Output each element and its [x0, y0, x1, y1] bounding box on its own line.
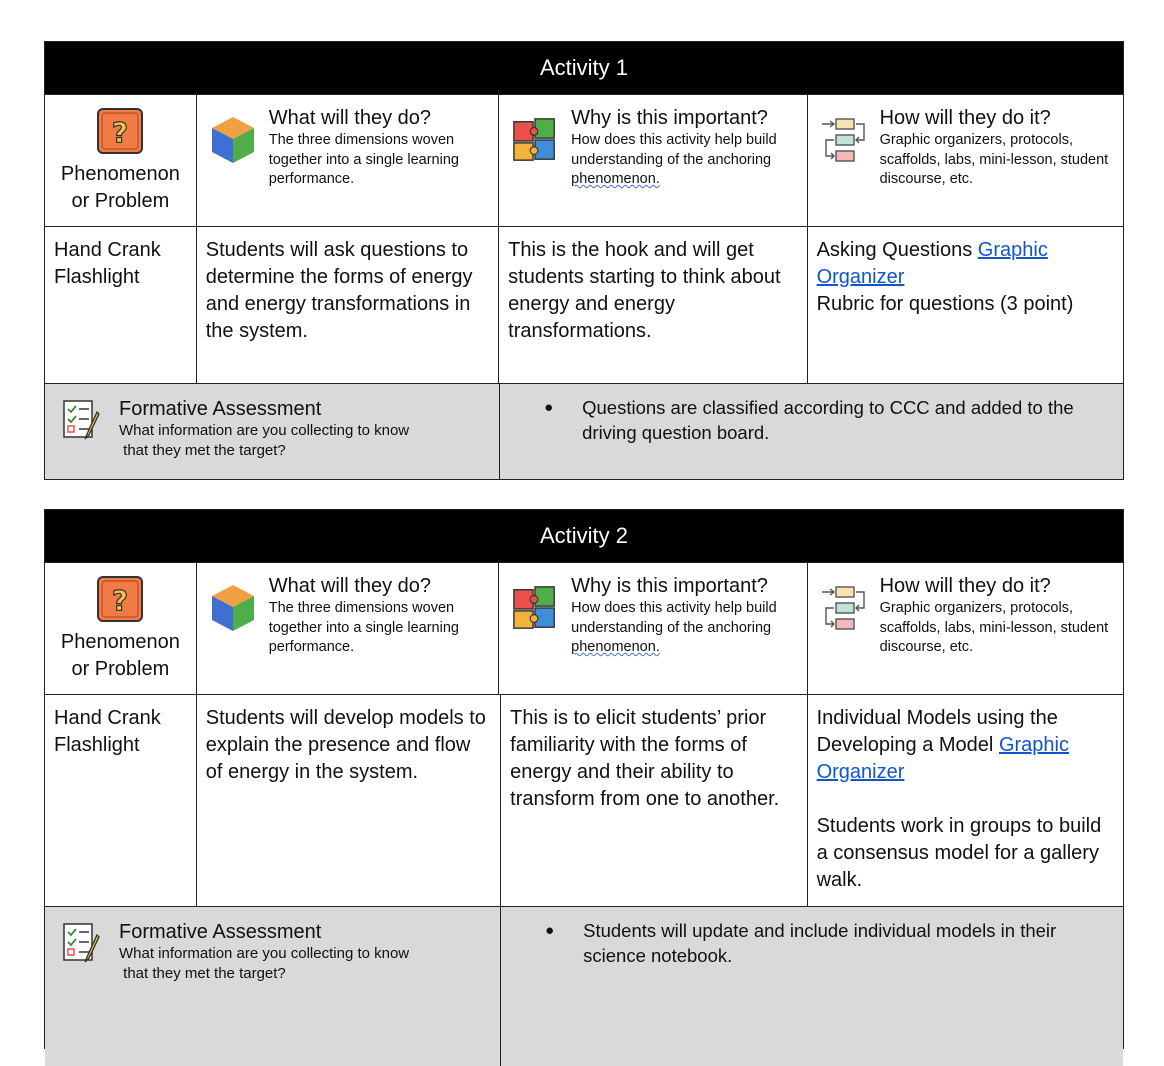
formative-assessment-row — [45, 383, 1123, 479]
why-cell: This is to elicit students’ prior familiarity with the forms of energy and their ability to transform from one to another. — [500, 695, 806, 906]
header-row — [45, 94, 1123, 226]
flowchart-icon — [820, 583, 868, 633]
phenomenon-cell: Hand Crank Flashlight — [54, 707, 161, 756]
formative-assessment-header — [45, 907, 500, 1066]
how-cell — [807, 227, 1123, 383]
puzzle-icon — [511, 583, 559, 633]
header-row — [45, 562, 1123, 694]
how-title: How will they do it? — [879, 575, 1051, 597]
phenomenon-header — [45, 95, 196, 226]
what-subtitle: The three dimensions woven together into a single learning performance. — [268, 600, 459, 655]
formative-assessment-subtitle-2: that they met the target? — [119, 441, 286, 459]
cube-icon — [209, 583, 257, 633]
how-text: Asking Questions — [816, 239, 978, 261]
phenomenon-label-line2: or Problem — [71, 190, 170, 212]
what-cell: Students will ask questions to determine the forms of energy and energy transformations in the system. — [196, 227, 498, 383]
phenomenon-cell: Hand Crank Flashlight — [54, 239, 161, 288]
formative-assessment-content — [499, 384, 1123, 479]
what-header — [196, 95, 498, 226]
what-cell: Students will develop models to explain the presence and flow of energy in the system. — [196, 695, 500, 906]
assessment-item: Questions are classified according to CCC and added to the driving question board. — [582, 397, 1074, 443]
puzzle-icon — [511, 115, 559, 165]
what-subtitle: The three dimensions woven together into a single learning performance. — [268, 132, 459, 187]
formative-assessment-subtitle-1: What information are you collecting to know — [119, 422, 410, 439]
formative-assessment-subtitle-1: What information are you collecting to know — [119, 945, 410, 962]
graphic-organizer-link[interactable]: Graphic Organizer — [816, 734, 1069, 783]
checklist-icon — [61, 921, 103, 965]
how-header — [807, 95, 1123, 226]
why-cell: This is the hook and will get students starting to think about energy and energy transformations. — [498, 227, 806, 383]
bullet-icon — [545, 919, 583, 1066]
svg-text:?: ? — [112, 116, 129, 149]
phenomenon-label-line1: Phenomenon — [60, 631, 180, 653]
how-title: How will they do it? — [879, 107, 1051, 129]
content-row — [45, 694, 1123, 906]
why-subtitle: How does this activity help build understanding of the anchoring phenomenon. — [571, 600, 777, 655]
why-subtitle: How does this activity help build understanding of the anchoring phenomenon. — [571, 132, 777, 187]
question-block-icon — [96, 575, 144, 623]
what-header — [196, 563, 498, 694]
assessment-item: Students will update and include individual models in their science notebook. — [583, 920, 1057, 966]
formative-assessment-header — [45, 384, 499, 479]
phenomenon-label-line1: Phenomenon — [60, 163, 180, 185]
activity-2-table — [44, 509, 1124, 1049]
why-title: Why is this important? — [571, 575, 768, 597]
formative-assessment-title: Formative Assessment — [119, 921, 322, 943]
activity-title: Activity 1 — [45, 42, 1123, 94]
what-title: What will they do? — [268, 107, 432, 129]
how-text-secondary: Students work in groups to build a consensus model for a gallery walk. — [816, 815, 1102, 891]
how-subtitle: Graphic organizers, protocols, scaffolds, labs, mini-lesson, student discourse, etc. — [879, 132, 1109, 187]
formative-assessment-title: Formative Assessment — [119, 398, 322, 420]
graphic-organizer-link[interactable]: Graphic Organizer — [816, 239, 1048, 288]
question-block-icon — [96, 107, 144, 155]
formative-assessment-row — [45, 906, 1123, 1066]
paragraph-spacer — [817, 786, 1114, 813]
bullet-icon — [544, 396, 582, 479]
how-text: Individual Models using the Developing a Model — [816, 707, 1058, 756]
formative-assessment-content — [500, 907, 1123, 1066]
flowchart-icon — [820, 115, 868, 165]
what-title: What will they do? — [268, 575, 432, 597]
checklist-icon — [61, 398, 103, 442]
phenomenon-header — [45, 563, 196, 694]
how-header — [807, 563, 1123, 694]
activity-title: Activity 2 — [45, 510, 1123, 562]
cube-icon — [209, 115, 257, 165]
how-cell — [807, 695, 1123, 906]
formative-assessment-subtitle-2: that they met the target? — [119, 964, 286, 982]
activity-1-table — [44, 41, 1124, 480]
why-header — [498, 95, 806, 226]
phenomenon-label-line2: or Problem — [71, 658, 170, 680]
content-row — [45, 226, 1123, 383]
why-title: Why is this important? — [571, 107, 768, 129]
how-subtitle: Graphic organizers, protocols, scaffolds, labs, mini-lesson, student discourse, etc. — [879, 600, 1109, 655]
svg-text:?: ? — [112, 584, 129, 617]
how-text-secondary: Rubric for questions (3 point) — [816, 293, 1074, 315]
why-header — [498, 563, 806, 694]
